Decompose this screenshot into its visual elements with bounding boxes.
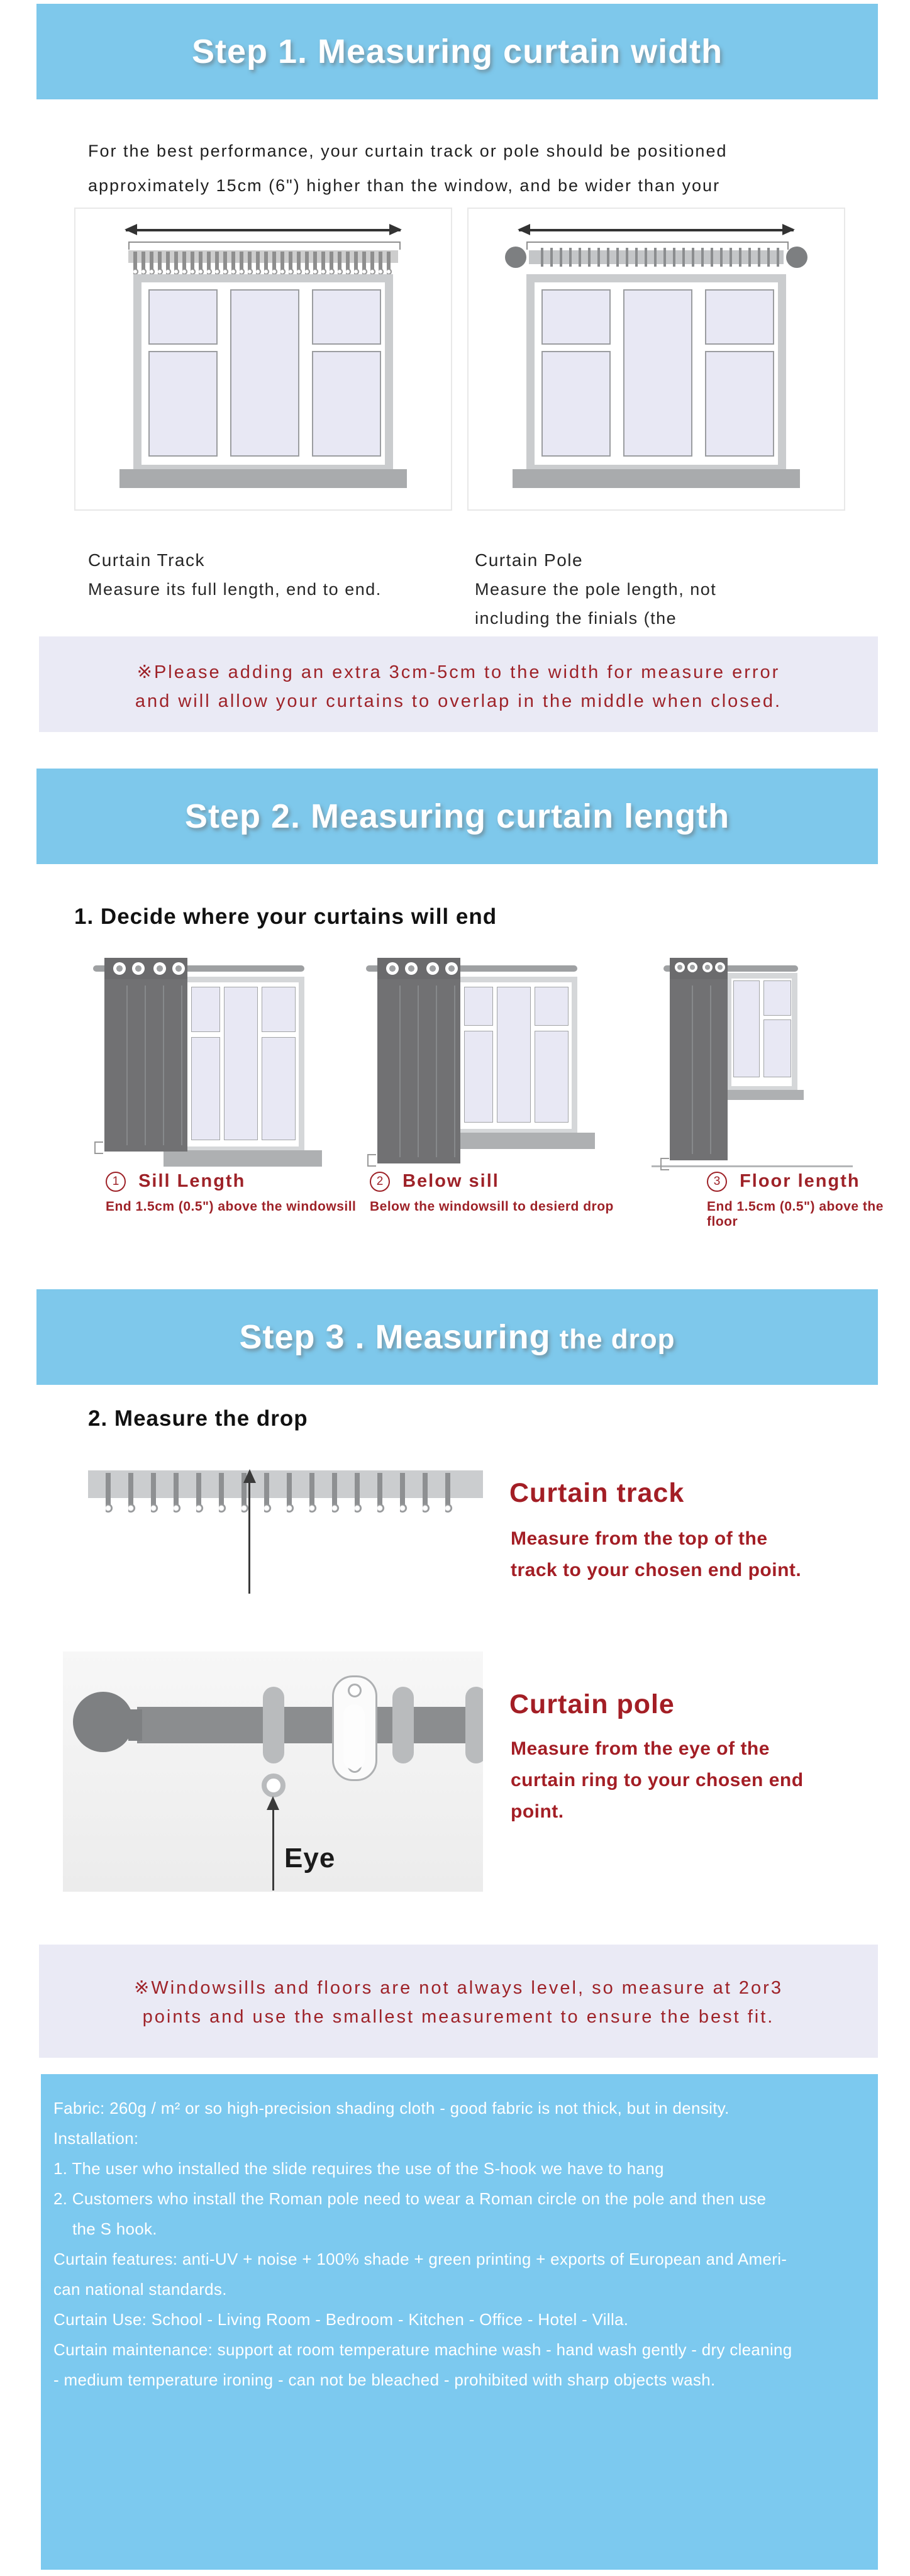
grommet-icon [675, 962, 685, 972]
grommet-icon [386, 962, 399, 975]
up-arrow-head [243, 1469, 256, 1483]
caption-below-sill [370, 1171, 614, 1214]
caption-sub: End 1.5cm (0.5") above the floor [707, 1199, 884, 1229]
caption-pole-line1: Measure the pole length, not [475, 580, 717, 599]
curtain-pole-diagram [63, 1652, 483, 1892]
footer-line: Curtain features: anti-UV + noise + 100% shade + green printing + exports of European and Ameri- [53, 2250, 787, 2268]
pole-rings [534, 248, 779, 267]
eye-ring [262, 1774, 286, 1797]
caption-curtain-track [88, 546, 382, 604]
step3-banner-subtitle: the drop [559, 1324, 675, 1355]
note2-line1: ※Windowsills and floors are not always level, so measure at 2or3 [134, 1978, 783, 1998]
track-hooks [106, 1473, 468, 1506]
figure-sill-length [93, 958, 314, 1172]
double-arrow-icon [126, 229, 401, 231]
window-pane [541, 289, 611, 345]
curtain-pole-title: Curtain pole [509, 1689, 675, 1719]
caption-sub: End 1.5cm (0.5") above the windowsill [106, 1199, 357, 1214]
windowsill [719, 1090, 804, 1100]
caption-curtain-pole [475, 546, 716, 633]
floor-line [652, 1165, 853, 1167]
caption-sill-length [106, 1171, 356, 1214]
window-graphic [454, 977, 577, 1133]
curtain-graphic [104, 958, 187, 1152]
caption-sub: Below the windowsill to desierd drop [370, 1199, 614, 1214]
windowsill [164, 1150, 322, 1167]
window-graphic [181, 977, 304, 1150]
grommet-icon [405, 962, 418, 975]
curtain-ring [263, 1687, 284, 1763]
product-info-footer [41, 2074, 878, 2570]
windowsill [119, 469, 407, 488]
caption-label: Below sill [402, 1171, 499, 1191]
finial-left [73, 1692, 133, 1752]
window-pane [705, 351, 774, 457]
curtain-graphic [377, 958, 460, 1163]
note1-line1: ※Please adding an extra 3cm-5cm to the width for measure error [136, 662, 780, 682]
step1-banner-title: Step 1. Measuring curtain width [191, 33, 723, 70]
grommet-icon [687, 962, 697, 972]
track-hooks [133, 252, 394, 269]
track-rings [106, 1503, 468, 1514]
footer-line: the S hook. [72, 2219, 157, 2238]
window-graphic [133, 274, 393, 469]
grommet-icon [153, 962, 166, 975]
grommet-icon [132, 962, 145, 975]
caption-label: Sill Length [138, 1171, 246, 1191]
end-point-mark [367, 1154, 376, 1167]
circled-number: 2 [370, 1172, 390, 1192]
curtain-ring [465, 1687, 483, 1763]
end-point-mark [660, 1158, 669, 1170]
note2-line2: points and use the smallest measurement to ensure the best fit. [142, 2007, 775, 2027]
curtain-track-desc: Measure from the top of the track to your chosen end point. [511, 1528, 802, 1580]
step1-banner [36, 4, 878, 99]
footer-line: 2. Customers who install the Roman pole need to wear a Roman circle on the pole and then use [53, 2189, 767, 2208]
figure-below-sill [366, 958, 587, 1172]
caption-pole-title: Curtain Pole [475, 550, 584, 570]
window-pane [230, 289, 299, 457]
circled-number: 1 [106, 1172, 126, 1192]
circled-number: 3 [707, 1172, 727, 1192]
grommet-icon [445, 962, 458, 975]
caption-floor-length [707, 1171, 910, 1230]
window-pane [312, 351, 381, 457]
window-pane [541, 351, 611, 457]
window-pane [705, 289, 774, 345]
window-pane [312, 289, 381, 345]
note1-line2: and will allow your curtains to overlap in the middle when closed. [135, 691, 782, 711]
intro-line2: approximately 15cm (6") higher than the window, and be wider than your [88, 176, 721, 195]
intro-line1: For the best performance, your curtain track or pole should be positioned [88, 142, 728, 160]
figure-floor-length [641, 958, 863, 1172]
window-graphic [526, 274, 786, 469]
footer-line: - medium temperature ironing - can not be bleached - prohibited with sharp objects wash. [53, 2370, 716, 2389]
up-arrow-head [267, 1796, 279, 1810]
grommet-icon [113, 962, 126, 975]
caption-label: Floor length [740, 1171, 860, 1191]
grommet-icon [426, 962, 439, 975]
windowsill [513, 469, 800, 488]
pole-window-card [467, 208, 845, 511]
footer-line: can national standards. [53, 2280, 227, 2299]
window-pane [148, 289, 218, 345]
grommet-icon [172, 962, 185, 975]
window-pane [148, 351, 218, 457]
curtain-ring [392, 1687, 414, 1763]
grommet-icon [702, 962, 713, 972]
up-arrow-icon [248, 1479, 250, 1594]
footer-line: 1. The user who installed the slide requires the use of the S-hook we have to hang [53, 2159, 664, 2178]
grommet-icon [715, 962, 725, 972]
caption-track-title: Curtain Track [88, 550, 205, 570]
window-pane [623, 289, 692, 457]
note-measure-error [39, 636, 878, 732]
pole-bar [137, 1707, 483, 1743]
intro-paragraph [88, 134, 868, 203]
note-level-warning [39, 1945, 878, 2058]
up-arrow-icon [272, 1806, 274, 1890]
caption-track-line1: Measure its full length, end to end. [88, 580, 382, 599]
end-point-mark [94, 1141, 103, 1154]
footer-line: Curtain maintenance: support at room temperature machine wash - hand wash gently - dry cleaning [53, 2340, 792, 2359]
footer-line: Fabric: 260g / m² or so high-precision shading cloth - good fabric is not thick, but in density. [53, 2099, 730, 2118]
step2-banner-title: Step 2. Measuring curtain length [184, 797, 730, 835]
step3-banner-title: Step 3 . Measuring [239, 1318, 551, 1356]
heading-decide-end: 1. Decide where your curtains will end [74, 904, 497, 929]
double-arrow-icon [519, 229, 794, 231]
curtain-pole-desc: Measure from the eye of the curtain ring to your chosen end point. [511, 1738, 804, 1822]
footer-line: Curtain Use: School - Living Room - Bedroom - Kitchen - Office - Hotel - Villa. [53, 2310, 629, 2329]
finial-left [505, 247, 526, 268]
eye-label: Eye [284, 1843, 336, 1874]
window-graphic [726, 973, 797, 1090]
step2-banner [36, 769, 878, 864]
step3-banner [36, 1289, 878, 1385]
curtain-graphic [670, 958, 728, 1160]
curtain-track-title: Curtain track [509, 1478, 685, 1508]
finial-right [786, 247, 807, 268]
measure-bracket [128, 242, 401, 250]
heading-measure-drop: 2. Measure the drop [88, 1406, 308, 1431]
footer-line: Installation: [53, 2129, 139, 2148]
track-window-card [74, 208, 452, 511]
caption-pole-line2: including the finials (the [475, 609, 677, 628]
